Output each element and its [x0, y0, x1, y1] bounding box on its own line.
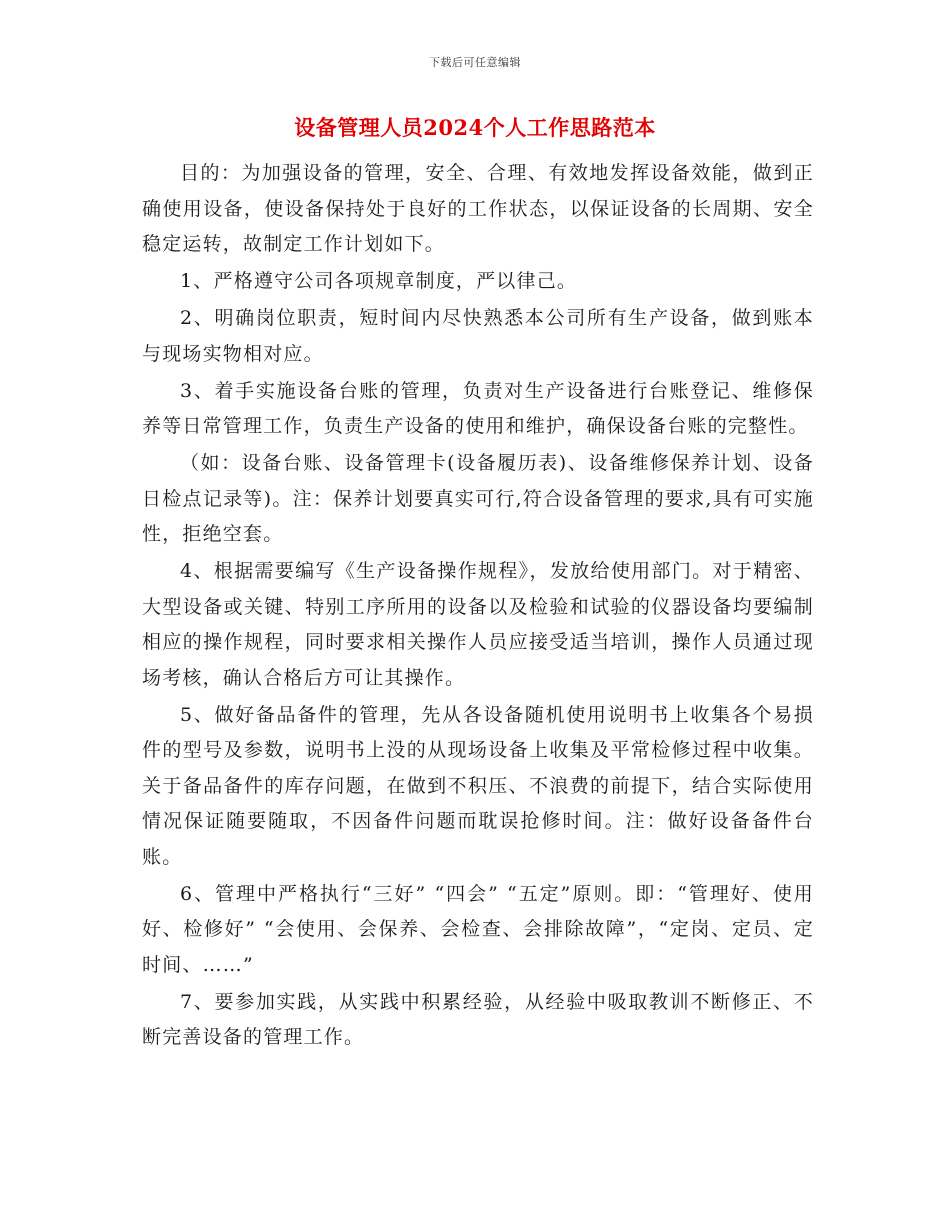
document-body: [142, 156, 814, 1057]
paragraph-item-5: 5、做好备品备件的管理，先从各设备随机使用说明书上收集各个易损件的型号及参数，说明书上没的从现场设备上收集及平常检修过程中收集。关于备品备件的库存问题，在做到不积压、不浪费的前提下，结合实际使用情况保证随要随取，不因备件问题而耽误抢修时间。注：做好设备备件台账。: [142, 703, 814, 868]
paragraph-item-1: 1、严格遵守公司各项规章制度，严以律己。: [180, 270, 578, 292]
paragraph-item-2: 2、明确岗位职责，短时间内尽快熟悉本公司所有生产设备，做到账本与现场实物相对应。: [142, 307, 814, 365]
paragraph-item-6: 6、管理中严格执行“三好” “四会” “五定”原则。即：“管理好、使用好、检修好” “会使用、会保养、会检查、会排除故障”，“定岗、定员、定时间、……”: [142, 882, 814, 976]
document-title: 设备管理人员2024个人工作思路范本: [294, 115, 656, 140]
paragraph-item-3: 3、着手实施设备台账的管理，负责对生产设备进行台账登记、维修保养等日常管理工作，负责生产设备的使用和维护，确保设备台账的完整性。: [142, 379, 814, 437]
paragraph-item-7: 7、要参加实践，从实践中积累经验，从经验中吸取教训不断修正、不断完善设备的管理工作。: [142, 990, 814, 1048]
paragraph-item-3-note: （如：设备台账、设备管理卡(设备履历表)、设备维修保养计划、设备日检点记录等)。注：保养计划要真实可行,符合设备管理的要求,具有可实施性，拒绝空套。: [142, 452, 814, 545]
paragraph-purpose: 目的：为加强设备的管理，安全、合理、有效地发挥设备效能，做到正确使用设备，使设备保持处于良好的工作状态，以保证设备的长周期、安全稳定运转，故制定工作计划如下。: [142, 162, 814, 255]
header-note: 下载后可任意编辑: [429, 56, 521, 69]
paragraph-item-4: 4、根据需要编写《生产设备操作规程》，发放给使用部门。对于精密、大型设备或关键、特别工序所用的设备以及检验和试验的仪器设备均要编制相应的操作规程，同时要求相关操作人员应接受适当培训，操作人员通过现场考核，确认合格后方可让其操作。: [142, 560, 814, 689]
